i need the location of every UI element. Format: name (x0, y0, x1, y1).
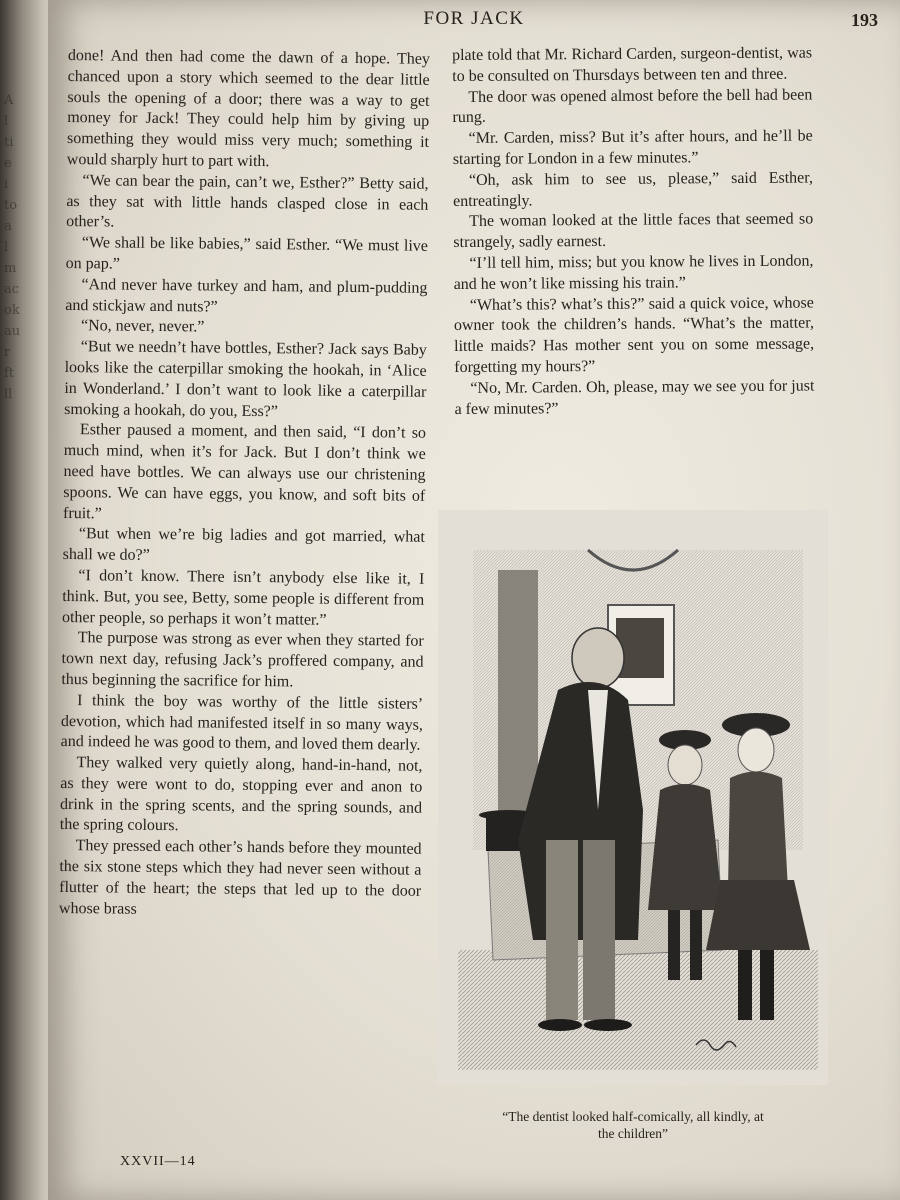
paragraph: The purpose was strong as ever when they started for town next day, refusing Jack’s proffered company, and thus beginning the sacrifice for him. (61, 629, 424, 691)
paragraph: Esther paused a moment, and then said, “I don’t so much mind, when it’s for Jack. But I don’t think we need have bottles. We can always use our christening spoons. We can have eggs, you know, and soft bits of fruit.” (63, 421, 427, 522)
paragraph: “We can bear the pain, can’t we, Esther?” Betty said, as they sat with little hands clasped close in each other’s. (66, 171, 429, 231)
paragraph: “And never have turkey and ham, and plum-pudding and stickjaw and nuts?” (65, 275, 428, 316)
paragraph: “I’ll tell him, miss; but you know he lives in London, and he won’t like missing his train.” (453, 252, 814, 293)
facing-page-text-fragments (4, 90, 44, 405)
paragraph: “What’s this? what’s this?” said a quick voice, whose owner took the children’s hands. “What’s the matter, little maids? Has mother sent you on some message, forgetting my hours?” (453, 294, 815, 376)
paragraph: “But when we’re big ladies and got married, what shall we do?” (62, 525, 425, 565)
spine-fragment: l (4, 240, 9, 255)
caption-line-2: the children” (597, 1126, 669, 1141)
spine-fragment: ti (4, 135, 14, 150)
book-page (48, 0, 900, 1200)
paragraph: done! And then had come the dawn of a hope. They chanced upon a story which seemed to the dear little souls the opening of a door; there was a way to get money for Jack! They could help him by giving up something they would miss very much; something it would sharply hurt to part with. (66, 46, 430, 171)
paragraph: “No, Mr. Carden. Oh, please, may we see you for just a few minutes?” (454, 377, 815, 418)
spine-fragment: A (4, 93, 14, 108)
page-number: 193 (851, 10, 878, 30)
spine-fragment: ac (4, 282, 20, 297)
spine-fragment: to (4, 198, 18, 213)
paragraph: “No, never, never.” (80, 317, 205, 336)
dentist-and-children-illustration (438, 510, 828, 1085)
spine-fragment: e (4, 156, 12, 171)
spine-fragment: i (4, 177, 9, 192)
left-text-column (59, 46, 430, 923)
paragraph: “Oh, ask him to see us, please,” said Esther, entreatingly. (453, 169, 813, 210)
paragraph: They walked very quietly along, hand-in-hand, not, as they were wont to do, stopping ever and anon to drink in the spring scents, and the spring sounds, and the spring colours. (59, 754, 423, 835)
running-title: FOR JACK (423, 8, 525, 29)
spine-fragment: r (4, 345, 11, 360)
illustration-caption (438, 1108, 828, 1142)
paragraph: The woman looked at the little faces that seemed so strangely, sadly earnest. (453, 210, 814, 252)
paragraph: plate told that Mr. Richard Carden, surgeon-dentist, was to be consulted on Thursdays between ten and three. (452, 44, 813, 85)
spine-fragment: ll (4, 387, 13, 402)
paragraph: The door was opened almost before the bell had been rung. (452, 86, 813, 127)
right-text-column (452, 43, 815, 420)
paragraph: They pressed each other’s hands before they mounted the six stone steps which they had never seen without a flutter of the heart; the steps that led up to the door whose brass (58, 837, 422, 918)
spine-fragment: a (4, 219, 12, 234)
spine-fragment: m (4, 261, 17, 276)
spine-fragment: ft (4, 366, 15, 381)
paragraph: “Mr. Carden, miss? But it’s after hours, and he’ll be starting for London in a few minutes.” (452, 127, 813, 168)
paragraph: “I don’t know. There isn’t anybody else like it, I think. But, you see, Betty, some people is different from other people, so perhaps it won’t matter.” (61, 567, 425, 629)
spine-fragment: au (4, 324, 21, 339)
caption-line-1: “The dentist looked half-comically, all kindly, at (502, 1109, 764, 1124)
page-header (48, 8, 900, 34)
spine-fragment: ok (4, 303, 20, 318)
paragraph: “But we needn’t have bottles, Esther? Jack says Baby looks like the caterpillar smoking the hookah, in ‘Alice in Wonderland.’ I don’t want to look like a caterpillar smoking a hookah, do you, Ess?” (64, 338, 427, 420)
signature-mark: XXVII—14 (120, 1154, 196, 1169)
engraving-illustration (438, 510, 828, 1085)
paragraph: “We shall be like babies,” said Esther. “We must live on pap.” (65, 234, 429, 273)
paragraph: I think the boy was worthy of the little sisters’ devotion, which had manifested itself in so many ways, and indeed he was good to them, and loved them dearly. (60, 691, 424, 755)
spine-fragment: l (4, 114, 9, 129)
